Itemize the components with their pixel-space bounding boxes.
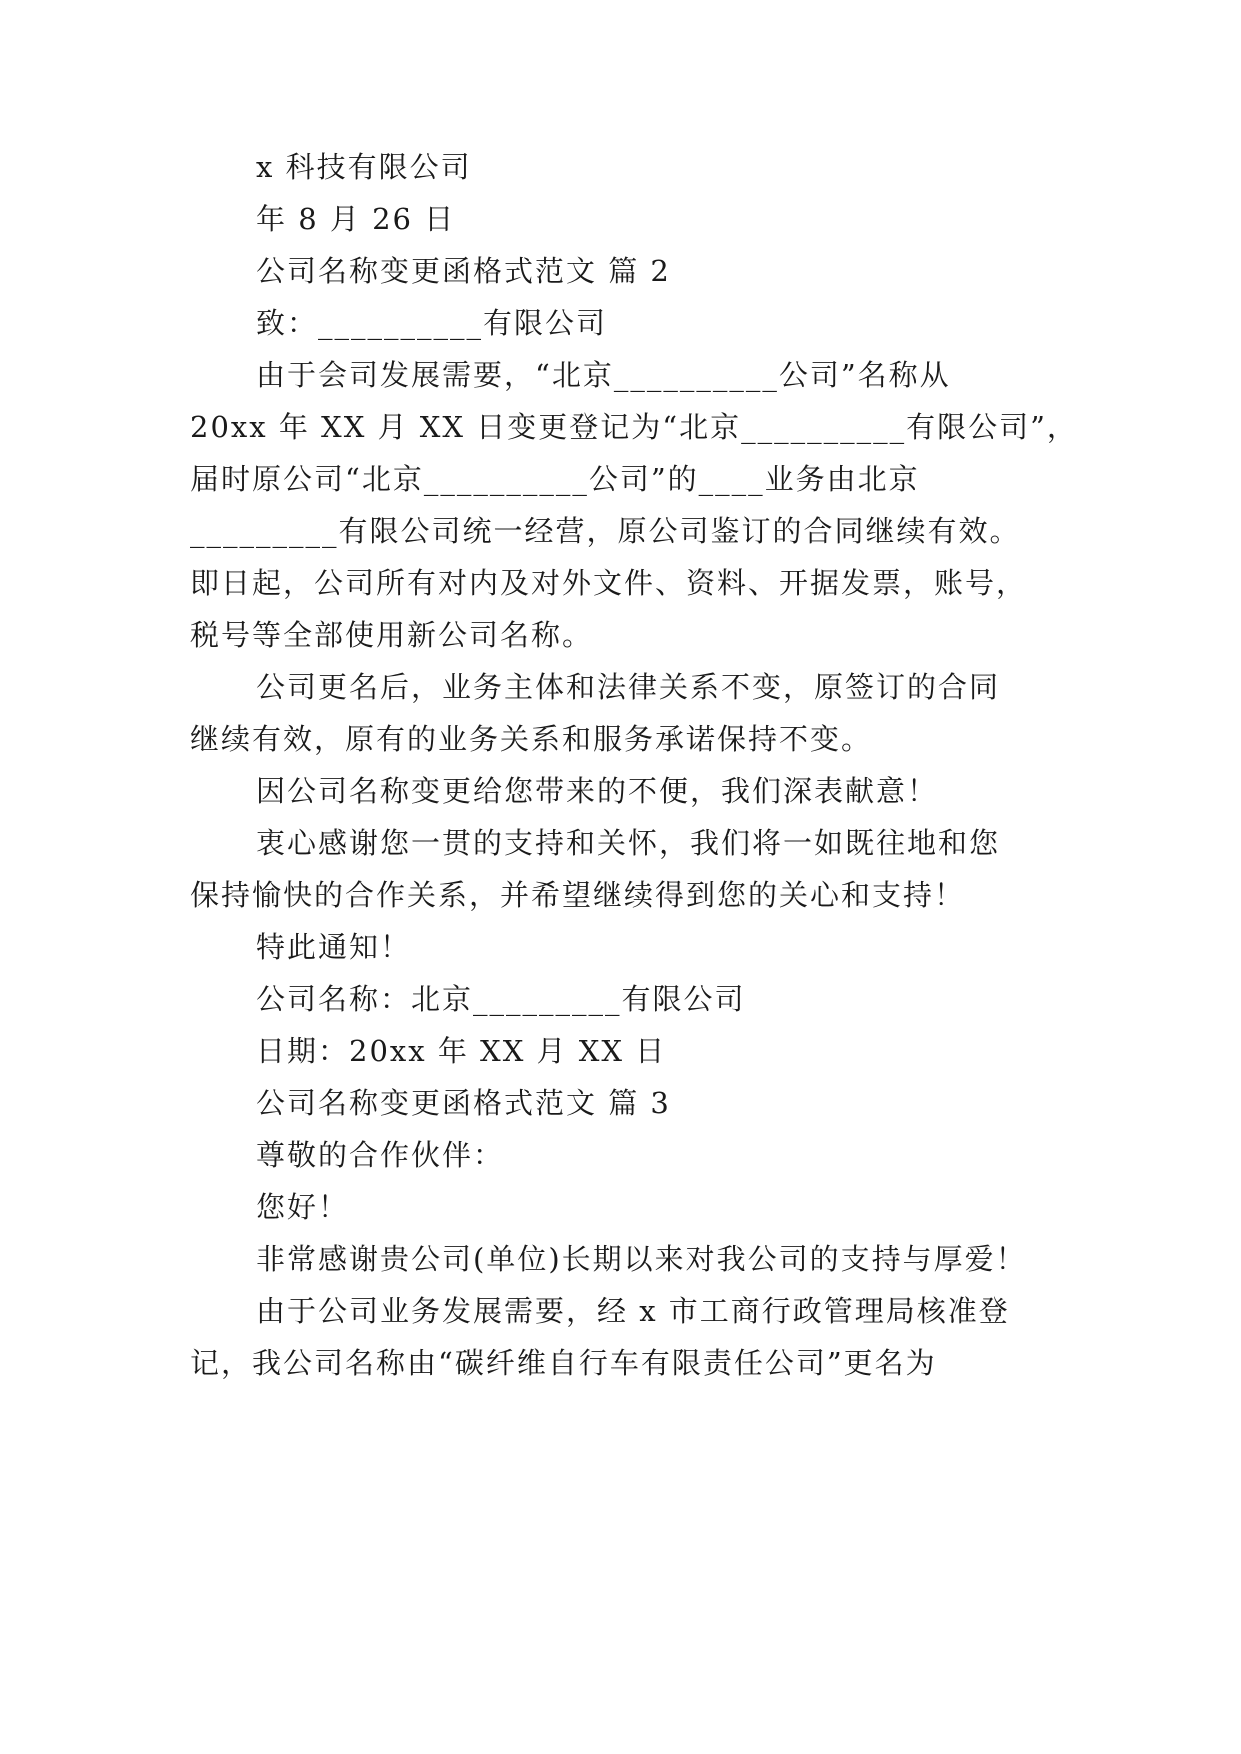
paragraph-line: 即日起，公司所有对内及对外文件、资料、开据发票，账号， [190,566,1028,600]
paragraph-line: 由于公司业务发展需要，经 x 市工商行政管理局核准登 [256,1294,1010,1328]
paragraph-line: 公司更名后，业务主体和法律关系不变，原签订的合同 [256,670,1001,704]
section-title-3: 公司名称变更函格式范文 篇 3 [256,1086,671,1120]
paragraph-line: 20xx 年 XX 月 XX 日变更登记为“北京__________有限公司”， [190,410,1078,444]
notice-line: 特此通知！ [256,930,412,964]
paragraph-line: _________有限公司统一经营，原公司鉴订的合同继续有效。 [190,514,1021,548]
paragraph-line: 届时原公司“北京__________公司”的____业务由北京 [190,462,920,496]
paragraph-line: 因公司名称变更给您带来的不便，我们深表献意！ [256,774,939,808]
paragraph-line: 非常感谢贵公司(单位)长期以来对我公司的支持与厚爱！ [256,1242,1027,1276]
paragraph-line: 记，我公司名称由“碳纤维自行车有限责任公司”更名为 [190,1346,937,1380]
signature-date: 年 8 月 26 日 [256,202,456,236]
greeting-line: 您好！ [256,1190,350,1224]
paragraph-line: 保持愉快的合作关系，并希望继续得到您的关心和支持！ [190,878,966,912]
section-title-2: 公司名称变更函格式范文 篇 2 [256,254,671,288]
paragraph-line: 税号等全部使用新公司名称。 [190,618,594,652]
paragraph-line: 继续有效，原有的业务关系和服务承诺保持不变。 [190,722,873,756]
salutation-line: 尊敬的合作伙伴： [256,1138,505,1172]
recipient-line: 致：__________有限公司 [256,306,608,340]
company-signature: x 科技有限公司 [256,150,472,184]
paragraph-line: 衷心感谢您一贯的支持和关怀，我们将一如既往地和您 [256,826,1001,860]
date-line: 日期：20xx 年 XX 月 XX 日 [256,1034,667,1068]
company-name-line: 公司名称：北京_________有限公司 [256,982,746,1016]
paragraph-line: 由于会司发展需要，“北京__________公司”名称从 [256,358,951,392]
